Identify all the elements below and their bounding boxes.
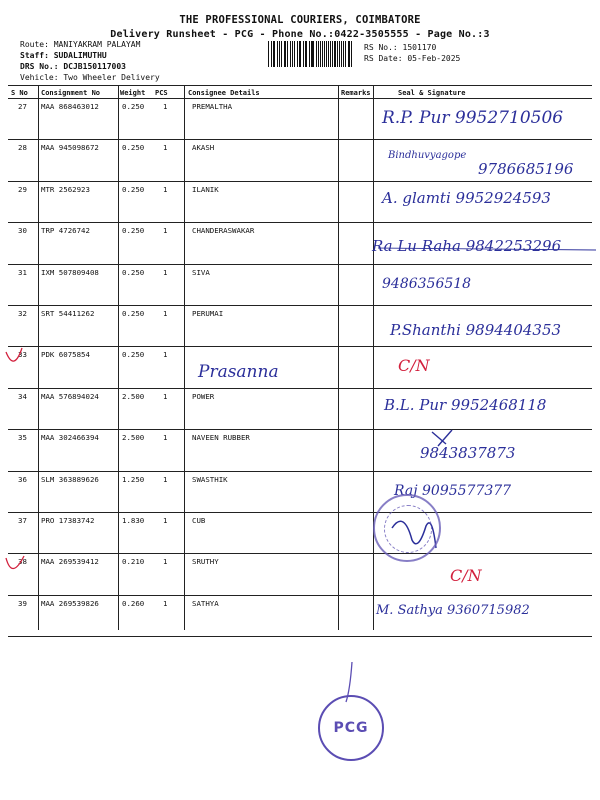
red-tick-icon [6,556,24,569]
cell-pcs: 1 [163,391,168,401]
cell-sno: 27 [18,102,27,111]
cell-consignment: PDK 6075854 [41,350,90,360]
cell-pcs: 1 [163,433,168,443]
staff-value: SUDALIMUTHU [53,51,107,60]
cell-sno: 39 [18,598,27,608]
rs-no-value: 1501170 [402,43,437,52]
col-header-sno: S No [11,89,28,97]
cell-consignee: CUB [192,516,206,525]
cell-sno: 35 [18,433,27,443]
red-tick-icon [6,348,22,361]
handwritten-consignee-row-33: Prasanna [198,362,279,382]
cell-weight: 0.210 [122,557,145,567]
route-value: MANIYAKRAM PALAYAM [53,40,141,49]
cell-sno: 37 [18,516,27,525]
remark-row-33: C/N [398,356,430,375]
cell-weight: 0.250 [122,350,145,360]
col-header-signature: Seal & Signature [398,89,466,97]
company-title: THE PROFESSIONAL COURIERS, COIMBATORE [179,14,421,26]
cell-sno: 32 [18,309,27,318]
signature-row-31b: 9486356518 [382,276,472,292]
rs-date-value: 05-Feb-2025 [407,54,461,63]
cell-pcs: 1 [163,350,168,360]
col-header-weight: Weight [120,89,146,97]
cell-consignee: ILANIK [192,184,219,194]
col-header-consignee: Consignee Details [188,89,260,97]
cell-weight: 0.250 [122,226,145,236]
remark-row-38: C/N [450,566,482,585]
cell-consignment: MTR 2562923 [41,184,90,194]
cell-weight: 0.250 [122,309,145,318]
cell-weight: 0.250 [122,143,145,153]
cell-sno: 31 [18,267,27,277]
cell-sno: 29 [18,184,27,194]
pcg-stamp [318,695,384,761]
cell-consignment: IXM 507809408 [41,267,99,277]
signature-scribble-icon [378,248,596,250]
cell-consignee: CHANDERASWAKAR [192,226,255,236]
rs-no-label: RS No.: [364,43,398,52]
drs-value: DCJB150117003 [63,62,126,71]
signature-row-34: B.L. Pur 9952468118 [384,396,547,414]
cell-consignee: SATHYA [192,598,219,608]
cell-pcs: 1 [163,598,168,608]
cell-weight: 1.250 [122,474,145,484]
cell-consignment: MAA 945098672 [41,143,99,153]
cell-sno: 38 [18,557,27,567]
cell-consignment: SRT 54411262 [41,309,95,318]
cell-weight: 2.500 [122,391,145,401]
cell-consignee: SWASTHIK [192,474,228,484]
cell-pcs: 1 [163,309,168,318]
signature-row-31a: Ra Lu Raha 9842253296 [372,237,562,255]
cell-sno: 34 [18,391,27,401]
col-header-consignment: Consignment No [41,89,101,97]
signature-scribble-icon [432,430,452,446]
signature-row-28-name: Bindhuvyagope [388,150,467,161]
cell-sno: 30 [18,226,27,236]
signature-row-39: M. Sathya 9360715982 [376,603,530,618]
cell-consignment: MAA 269539412 [41,557,99,567]
rs-date-label: RS Date: [364,54,403,63]
drs-label: DRS No.: [20,62,59,71]
cell-consignee: POWER [192,391,215,401]
cell-consignment: MAA 576894024 [41,391,99,401]
signature-row-32: P.Shanthi 9894404353 [390,321,562,339]
cell-weight: 0.250 [122,102,145,111]
signature-row-35: 9843837873 [420,444,516,462]
staff-label: Staff: [20,51,49,60]
cell-consignment: TRP 4726742 [41,226,90,236]
cell-consignment: MAA 302466394 [41,433,99,443]
signature-row-27: R.P. Pur 9952710506 [382,108,564,128]
cell-sno: 36 [18,474,27,484]
route-label: Route: [20,40,49,49]
cell-pcs: 1 [163,267,168,277]
company-seal-icon [373,494,441,562]
cell-pcs: 1 [163,226,168,236]
cell-weight: 0.250 [122,184,145,194]
col-header-pcs: PCS [155,89,168,97]
cell-pcs: 1 [163,143,168,153]
cell-consignment: MAA 269539826 [41,598,99,608]
cell-weight: 2.500 [122,433,145,443]
pcg-stamp-text: PCG [333,720,369,736]
cell-consignee: SRUTHY [192,557,219,567]
vehicle-label: Vehicle: [20,73,59,82]
signature-row-28-phone: 9786685196 [478,160,574,178]
signature-row-36: Raj 9095577377 [394,483,512,499]
cell-pcs: 1 [163,557,168,567]
cell-weight: 1.830 [122,516,145,525]
cell-consignee: NAVEEN RUBBER [192,433,250,443]
cell-consignee: AKASH [192,143,215,153]
cell-weight: 0.250 [122,267,145,277]
signature-row-29: A. glamti 9952924593 [382,189,551,207]
cell-consignee: SIVA [192,267,210,277]
runsheet-title: Delivery Runsheet - PCG - Phone No.:0422-3505555 - Page No.:3 [110,29,490,40]
cell-weight: 0.260 [122,598,145,608]
cell-pcs: 1 [163,516,168,525]
cell-consignment: SLM 363889626 [41,474,99,484]
cell-consignee: PREMALTHA [192,102,233,111]
vehicle-value: Two Wheeler Delivery [63,73,160,82]
col-header-remarks: Remarks [341,89,371,97]
cell-pcs: 1 [163,474,168,484]
cell-consignment: MAA 868463012 [41,102,99,111]
cell-sno: 28 [18,143,27,153]
cell-consignee: PERUMAI [192,309,224,318]
cell-pcs: 1 [163,184,168,194]
cell-sno: 33 [18,350,27,360]
cell-consignment: PRO 17383742 [41,516,95,525]
cell-pcs: 1 [163,102,168,111]
